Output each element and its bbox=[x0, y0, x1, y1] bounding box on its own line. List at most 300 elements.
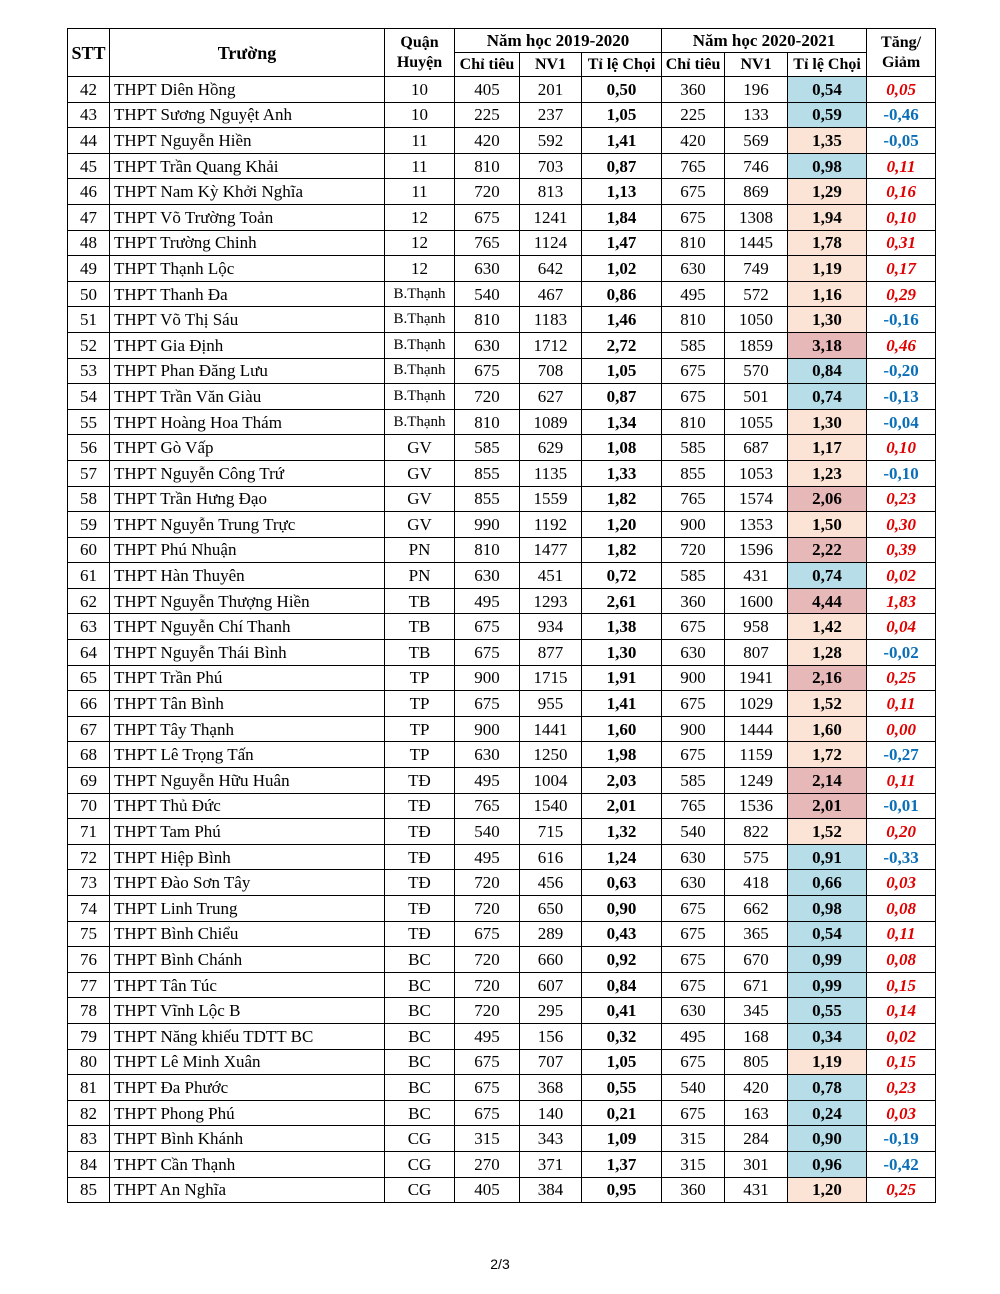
cell-quota-2020: 630 bbox=[662, 870, 725, 896]
cell-stt: 77 bbox=[68, 972, 110, 998]
cell-quota-2019: 495 bbox=[455, 588, 520, 614]
cell-stt: 45 bbox=[68, 153, 110, 179]
cell-nv1-2019: 707 bbox=[520, 1049, 582, 1075]
cell-quota-2019: 675 bbox=[455, 358, 520, 384]
cell-ratio-2019: 0,90 bbox=[582, 896, 662, 922]
cell-ratio-2020: 1,52 bbox=[788, 691, 867, 717]
cell-quota-2020: 675 bbox=[662, 614, 725, 640]
cell-ratio-2020: 4,44 bbox=[788, 588, 867, 614]
cell-stt: 56 bbox=[68, 435, 110, 461]
table-row bbox=[68, 358, 936, 384]
cell-nv1-2020: 1308 bbox=[725, 204, 788, 230]
cell-nv1-2019: 1250 bbox=[520, 742, 582, 768]
cell-quota-2020: 765 bbox=[662, 793, 725, 819]
cell-ratio-2020: 0,98 bbox=[788, 896, 867, 922]
cell-ratio-2020: 0,96 bbox=[788, 1151, 867, 1177]
cell-nv1-2020: 670 bbox=[725, 947, 788, 973]
table-row bbox=[68, 1126, 936, 1152]
cell-quota-2020: 630 bbox=[662, 998, 725, 1024]
cell-quota-2020: 675 bbox=[662, 1100, 725, 1126]
cell-stt: 51 bbox=[68, 307, 110, 333]
header-year-2020-2021: Năm học 2020-2021 bbox=[662, 29, 867, 53]
cell-district: GV bbox=[385, 460, 455, 486]
cell-quota-2019: 855 bbox=[455, 460, 520, 486]
cell-stt: 55 bbox=[68, 409, 110, 435]
cell-quota-2019: 675 bbox=[455, 1049, 520, 1075]
cell-change: 0,11 bbox=[867, 768, 936, 794]
table-body bbox=[68, 77, 936, 1203]
cell-quota-2019: 420 bbox=[455, 128, 520, 154]
cell-ratio-2019: 2,01 bbox=[582, 793, 662, 819]
cell-quota-2020: 675 bbox=[662, 947, 725, 973]
cell-ratio-2019: 1,82 bbox=[582, 537, 662, 563]
cell-district: CG bbox=[385, 1177, 455, 1203]
cell-ratio-2019: 1,24 bbox=[582, 844, 662, 870]
cell-change: -0,20 bbox=[867, 358, 936, 384]
header-ratio-2020: Tỉ lệ Chọi bbox=[788, 53, 867, 77]
cell-nv1-2019: 237 bbox=[520, 102, 582, 128]
cell-change: -0,01 bbox=[867, 793, 936, 819]
cell-change: 0,05 bbox=[867, 77, 936, 103]
cell-quota-2020: 630 bbox=[662, 844, 725, 870]
cell-change: 0,15 bbox=[867, 972, 936, 998]
page-number: 2/3 bbox=[490, 1256, 510, 1272]
cell-quota-2019: 630 bbox=[455, 256, 520, 282]
table-row bbox=[68, 1151, 936, 1177]
cell-ratio-2019: 0,50 bbox=[582, 77, 662, 103]
cell-quota-2019: 675 bbox=[455, 640, 520, 666]
cell-ratio-2020: 0,34 bbox=[788, 1023, 867, 1049]
cell-nv1-2020: 431 bbox=[725, 563, 788, 589]
cell-ratio-2020: 0,54 bbox=[788, 921, 867, 947]
table-row bbox=[68, 947, 936, 973]
cell-quota-2020: 765 bbox=[662, 486, 725, 512]
cell-school-name: THPT Trường Chinh bbox=[110, 230, 385, 256]
cell-nv1-2019: 955 bbox=[520, 691, 582, 717]
cell-ratio-2020: 1,30 bbox=[788, 307, 867, 333]
cell-quota-2019: 720 bbox=[455, 179, 520, 205]
cell-stt: 43 bbox=[68, 102, 110, 128]
cell-nv1-2020: 1536 bbox=[725, 793, 788, 819]
cell-stt: 60 bbox=[68, 537, 110, 563]
cell-district: TP bbox=[385, 665, 455, 691]
cell-nv1-2020: 958 bbox=[725, 614, 788, 640]
cell-ratio-2020: 2,01 bbox=[788, 793, 867, 819]
table-header bbox=[68, 29, 936, 77]
cell-nv1-2020: 869 bbox=[725, 179, 788, 205]
cell-school-name: THPT Gia Định bbox=[110, 332, 385, 358]
cell-change: -0,04 bbox=[867, 409, 936, 435]
cell-ratio-2019: 0,86 bbox=[582, 281, 662, 307]
cell-quota-2019: 405 bbox=[455, 1177, 520, 1203]
cell-quota-2019: 990 bbox=[455, 512, 520, 538]
cell-quota-2020: 360 bbox=[662, 1177, 725, 1203]
cell-school-name: THPT Gò Vấp bbox=[110, 435, 385, 461]
cell-ratio-2019: 1,20 bbox=[582, 512, 662, 538]
cell-quota-2020: 675 bbox=[662, 358, 725, 384]
cell-stt: 75 bbox=[68, 921, 110, 947]
cell-quota-2020: 360 bbox=[662, 77, 725, 103]
cell-school-name: THPT Thạnh Lộc bbox=[110, 256, 385, 282]
table-row bbox=[68, 819, 936, 845]
cell-school-name: THPT Tân Túc bbox=[110, 972, 385, 998]
cell-quota-2019: 405 bbox=[455, 77, 520, 103]
cell-quota-2020: 495 bbox=[662, 281, 725, 307]
cell-quota-2019: 540 bbox=[455, 819, 520, 845]
table-row bbox=[68, 1177, 936, 1203]
cell-district: GV bbox=[385, 512, 455, 538]
cell-district: TP bbox=[385, 742, 455, 768]
cell-ratio-2019: 1,41 bbox=[582, 128, 662, 154]
cell-nv1-2019: 368 bbox=[520, 1075, 582, 1101]
cell-nv1-2019: 592 bbox=[520, 128, 582, 154]
cell-nv1-2019: 295 bbox=[520, 998, 582, 1024]
cell-nv1-2019: 140 bbox=[520, 1100, 582, 1126]
cell-district: PN bbox=[385, 563, 455, 589]
cell-nv1-2020: 1159 bbox=[725, 742, 788, 768]
cell-nv1-2020: 163 bbox=[725, 1100, 788, 1126]
cell-ratio-2019: 1,02 bbox=[582, 256, 662, 282]
cell-school-name: THPT Thanh Đa bbox=[110, 281, 385, 307]
cell-school-name: THPT Nguyễn Chí Thanh bbox=[110, 614, 385, 640]
cell-district: CG bbox=[385, 1151, 455, 1177]
cell-stt: 46 bbox=[68, 179, 110, 205]
cell-quota-2019: 675 bbox=[455, 1100, 520, 1126]
cell-nv1-2020: 570 bbox=[725, 358, 788, 384]
cell-ratio-2020: 1,17 bbox=[788, 435, 867, 461]
cell-ratio-2020: 0,99 bbox=[788, 947, 867, 973]
cell-nv1-2020: 420 bbox=[725, 1075, 788, 1101]
cell-stt: 57 bbox=[68, 460, 110, 486]
cell-school-name: THPT Phong Phú bbox=[110, 1100, 385, 1126]
table-row bbox=[68, 716, 936, 742]
cell-district: TĐ bbox=[385, 921, 455, 947]
cell-nv1-2019: 343 bbox=[520, 1126, 582, 1152]
cell-ratio-2019: 2,61 bbox=[582, 588, 662, 614]
cell-school-name: THPT Bình Chánh bbox=[110, 947, 385, 973]
cell-ratio-2020: 1,72 bbox=[788, 742, 867, 768]
cell-change: 0,10 bbox=[867, 435, 936, 461]
cell-nv1-2019: 642 bbox=[520, 256, 582, 282]
cell-ratio-2020: 0,74 bbox=[788, 384, 867, 410]
table-row bbox=[68, 384, 936, 410]
cell-change: -0,02 bbox=[867, 640, 936, 666]
cell-school-name: THPT Diên Hồng bbox=[110, 77, 385, 103]
cell-nv1-2020: 168 bbox=[725, 1023, 788, 1049]
cell-stt: 74 bbox=[68, 896, 110, 922]
cell-ratio-2020: 1,30 bbox=[788, 409, 867, 435]
cell-change: 0,08 bbox=[867, 947, 936, 973]
cell-district: GV bbox=[385, 435, 455, 461]
cell-change: 0,31 bbox=[867, 230, 936, 256]
cell-nv1-2020: 1600 bbox=[725, 588, 788, 614]
cell-nv1-2020: 284 bbox=[725, 1126, 788, 1152]
cell-quota-2019: 720 bbox=[455, 947, 520, 973]
table-row bbox=[68, 179, 936, 205]
table-row bbox=[68, 742, 936, 768]
cell-quota-2019: 720 bbox=[455, 384, 520, 410]
cell-quota-2020: 675 bbox=[662, 896, 725, 922]
cell-ratio-2019: 0,32 bbox=[582, 1023, 662, 1049]
cell-nv1-2019: 813 bbox=[520, 179, 582, 205]
cell-quota-2020: 585 bbox=[662, 563, 725, 589]
cell-district: BC bbox=[385, 972, 455, 998]
cell-school-name: THPT Tây Thạnh bbox=[110, 716, 385, 742]
cell-stt: 68 bbox=[68, 742, 110, 768]
cell-ratio-2019: 1,32 bbox=[582, 819, 662, 845]
cell-school-name: THPT Nguyễn Công Trứ bbox=[110, 460, 385, 486]
cell-nv1-2019: 703 bbox=[520, 153, 582, 179]
cell-nv1-2020: 1029 bbox=[725, 691, 788, 717]
cell-ratio-2019: 0,63 bbox=[582, 870, 662, 896]
table-row bbox=[68, 1049, 936, 1075]
cell-ratio-2019: 0,21 bbox=[582, 1100, 662, 1126]
cell-quota-2020: 630 bbox=[662, 256, 725, 282]
cell-stt: 42 bbox=[68, 77, 110, 103]
cell-nv1-2020: 1444 bbox=[725, 716, 788, 742]
cell-nv1-2019: 1004 bbox=[520, 768, 582, 794]
header-stt: STT bbox=[68, 29, 110, 77]
cell-quota-2020: 810 bbox=[662, 230, 725, 256]
table-row bbox=[68, 793, 936, 819]
cell-quota-2019: 855 bbox=[455, 486, 520, 512]
cell-ratio-2019: 2,03 bbox=[582, 768, 662, 794]
cell-quota-2020: 540 bbox=[662, 1075, 725, 1101]
cell-ratio-2020: 0,59 bbox=[788, 102, 867, 128]
cell-change: 0,11 bbox=[867, 921, 936, 947]
cell-ratio-2020: 0,78 bbox=[788, 1075, 867, 1101]
cell-school-name: THPT Đào Sơn Tây bbox=[110, 870, 385, 896]
cell-quota-2020: 360 bbox=[662, 588, 725, 614]
cell-stt: 64 bbox=[68, 640, 110, 666]
cell-school-name: THPT An Nghĩa bbox=[110, 1177, 385, 1203]
cell-ratio-2020: 1,20 bbox=[788, 1177, 867, 1203]
table-row bbox=[68, 332, 936, 358]
cell-stt: 50 bbox=[68, 281, 110, 307]
cell-ratio-2020: 0,84 bbox=[788, 358, 867, 384]
cell-quota-2019: 630 bbox=[455, 563, 520, 589]
cell-stt: 69 bbox=[68, 768, 110, 794]
cell-ratio-2019: 0,72 bbox=[582, 563, 662, 589]
cell-nv1-2019: 1540 bbox=[520, 793, 582, 819]
cell-district: TĐ bbox=[385, 870, 455, 896]
table-row bbox=[68, 512, 936, 538]
cell-district: BC bbox=[385, 1100, 455, 1126]
cell-quota-2019: 675 bbox=[455, 921, 520, 947]
cell-nv1-2020: 749 bbox=[725, 256, 788, 282]
cell-change: 0,10 bbox=[867, 204, 936, 230]
cell-district: TB bbox=[385, 614, 455, 640]
cell-ratio-2019: 1,30 bbox=[582, 640, 662, 666]
cell-stt: 65 bbox=[68, 665, 110, 691]
cell-school-name: THPT Trần Phú bbox=[110, 665, 385, 691]
cell-school-name: THPT Linh Trung bbox=[110, 896, 385, 922]
cell-district: TĐ bbox=[385, 844, 455, 870]
cell-nv1-2020: 1859 bbox=[725, 332, 788, 358]
cell-change: 0,25 bbox=[867, 1177, 936, 1203]
table-row bbox=[68, 153, 936, 179]
cell-nv1-2019: 616 bbox=[520, 844, 582, 870]
cell-ratio-2019: 0,55 bbox=[582, 1075, 662, 1101]
cell-district: CG bbox=[385, 1126, 455, 1152]
header-change bbox=[867, 29, 936, 77]
table-row bbox=[68, 665, 936, 691]
cell-nv1-2020: 196 bbox=[725, 77, 788, 103]
table-row bbox=[68, 77, 936, 103]
cell-nv1-2020: 365 bbox=[725, 921, 788, 947]
cell-ratio-2020: 1,42 bbox=[788, 614, 867, 640]
header-quota-2019: Chỉ tiêu bbox=[455, 53, 520, 77]
cell-district: TB bbox=[385, 588, 455, 614]
cell-school-name: THPT Tam Phú bbox=[110, 819, 385, 845]
cell-ratio-2020: 1,28 bbox=[788, 640, 867, 666]
cell-quota-2020: 675 bbox=[662, 972, 725, 998]
cell-quota-2019: 765 bbox=[455, 793, 520, 819]
cell-ratio-2019: 0,41 bbox=[582, 998, 662, 1024]
cell-quota-2019: 810 bbox=[455, 409, 520, 435]
cell-quota-2020: 675 bbox=[662, 742, 725, 768]
cell-district: 11 bbox=[385, 128, 455, 154]
cell-stt: 67 bbox=[68, 716, 110, 742]
cell-district: 12 bbox=[385, 230, 455, 256]
table-row bbox=[68, 128, 936, 154]
cell-change: 0,14 bbox=[867, 998, 936, 1024]
cell-district: TĐ bbox=[385, 819, 455, 845]
cell-stt: 73 bbox=[68, 870, 110, 896]
cell-quota-2019: 675 bbox=[455, 614, 520, 640]
cell-quota-2019: 900 bbox=[455, 665, 520, 691]
cell-change: 0,25 bbox=[867, 665, 936, 691]
cell-quota-2019: 495 bbox=[455, 844, 520, 870]
cell-nv1-2019: 934 bbox=[520, 614, 582, 640]
cell-quota-2019: 765 bbox=[455, 230, 520, 256]
cell-ratio-2019: 0,43 bbox=[582, 921, 662, 947]
cell-quota-2020: 855 bbox=[662, 460, 725, 486]
cell-ratio-2020: 1,94 bbox=[788, 204, 867, 230]
header-quota-2020: Chỉ tiêu bbox=[662, 53, 725, 77]
cell-quota-2020: 810 bbox=[662, 409, 725, 435]
cell-quota-2020: 900 bbox=[662, 665, 725, 691]
cell-nv1-2020: 431 bbox=[725, 1177, 788, 1203]
cell-stt: 82 bbox=[68, 1100, 110, 1126]
cell-change: 0,23 bbox=[867, 486, 936, 512]
cell-ratio-2019: 1,08 bbox=[582, 435, 662, 461]
cell-quota-2019: 495 bbox=[455, 1023, 520, 1049]
cell-ratio-2020: 1,78 bbox=[788, 230, 867, 256]
cell-nv1-2019: 289 bbox=[520, 921, 582, 947]
cell-nv1-2019: 708 bbox=[520, 358, 582, 384]
cell-change: 0,08 bbox=[867, 896, 936, 922]
cell-stt: 48 bbox=[68, 230, 110, 256]
cell-nv1-2020: 687 bbox=[725, 435, 788, 461]
cell-school-name: THPT Vĩnh Lộc B bbox=[110, 998, 385, 1024]
cell-nv1-2020: 1055 bbox=[725, 409, 788, 435]
cell-stt: 85 bbox=[68, 1177, 110, 1203]
cell-nv1-2020: 1596 bbox=[725, 537, 788, 563]
cell-nv1-2020: 822 bbox=[725, 819, 788, 845]
cell-quota-2019: 270 bbox=[455, 1151, 520, 1177]
cell-school-name: THPT Lê Minh Xuân bbox=[110, 1049, 385, 1075]
cell-nv1-2020: 1353 bbox=[725, 512, 788, 538]
cell-district: BC bbox=[385, 1075, 455, 1101]
cell-change: 0,23 bbox=[867, 1075, 936, 1101]
cell-nv1-2019: 1441 bbox=[520, 716, 582, 742]
cell-quota-2020: 675 bbox=[662, 204, 725, 230]
table-row bbox=[68, 409, 936, 435]
table-row bbox=[68, 204, 936, 230]
cell-nv1-2020: 807 bbox=[725, 640, 788, 666]
cell-school-name: THPT Hiệp Bình bbox=[110, 844, 385, 870]
cell-district: B.Thạnh bbox=[385, 281, 455, 307]
cell-quota-2019: 900 bbox=[455, 716, 520, 742]
cell-change: 0,39 bbox=[867, 537, 936, 563]
cell-nv1-2020: 133 bbox=[725, 102, 788, 128]
cell-school-name: THPT Sương Nguyệt Anh bbox=[110, 102, 385, 128]
cell-ratio-2019: 1,46 bbox=[582, 307, 662, 333]
cell-district: BC bbox=[385, 998, 455, 1024]
cell-change: 0,04 bbox=[867, 614, 936, 640]
header-nv1-2019: NV1 bbox=[520, 53, 582, 77]
cell-district: 10 bbox=[385, 77, 455, 103]
cell-school-name: THPT Năng khiếu TDTT BC bbox=[110, 1023, 385, 1049]
cell-nv1-2020: 746 bbox=[725, 153, 788, 179]
cell-stt: 61 bbox=[68, 563, 110, 589]
cell-nv1-2019: 1477 bbox=[520, 537, 582, 563]
table-row bbox=[68, 460, 936, 486]
cell-nv1-2019: 1183 bbox=[520, 307, 582, 333]
table-row bbox=[68, 972, 936, 998]
cell-change: -0,42 bbox=[867, 1151, 936, 1177]
cell-change: 0,30 bbox=[867, 512, 936, 538]
cell-district: B.Thạnh bbox=[385, 384, 455, 410]
cell-district: B.Thạnh bbox=[385, 332, 455, 358]
cell-quota-2020: 675 bbox=[662, 691, 725, 717]
table-row bbox=[68, 256, 936, 282]
cell-ratio-2019: 1,82 bbox=[582, 486, 662, 512]
cell-district: TP bbox=[385, 691, 455, 717]
header-school: Trường bbox=[110, 29, 385, 77]
cell-stt: 59 bbox=[68, 512, 110, 538]
cell-nv1-2020: 1574 bbox=[725, 486, 788, 512]
table-row bbox=[68, 537, 936, 563]
cell-nv1-2019: 201 bbox=[520, 77, 582, 103]
cell-district: 10 bbox=[385, 102, 455, 128]
cell-ratio-2019: 1,98 bbox=[582, 742, 662, 768]
cell-ratio-2020: 1,29 bbox=[788, 179, 867, 205]
cell-nv1-2019: 715 bbox=[520, 819, 582, 845]
cell-ratio-2019: 1,09 bbox=[582, 1126, 662, 1152]
cell-ratio-2020: 0,55 bbox=[788, 998, 867, 1024]
cell-school-name: THPT Nguyễn Thái Bình bbox=[110, 640, 385, 666]
table-row bbox=[68, 486, 936, 512]
table-row bbox=[68, 640, 936, 666]
cell-stt: 76 bbox=[68, 947, 110, 973]
cell-stt: 54 bbox=[68, 384, 110, 410]
cell-nv1-2020: 569 bbox=[725, 128, 788, 154]
cell-ratio-2020: 2,16 bbox=[788, 665, 867, 691]
cell-district: BC bbox=[385, 1023, 455, 1049]
cell-change: 0,03 bbox=[867, 1100, 936, 1126]
cell-stt: 72 bbox=[68, 844, 110, 870]
cell-quota-2019: 585 bbox=[455, 435, 520, 461]
cell-ratio-2020: 1,16 bbox=[788, 281, 867, 307]
cell-ratio-2020: 1,60 bbox=[788, 716, 867, 742]
header-district-line2: Huyện bbox=[396, 53, 443, 71]
cell-ratio-2019: 1,33 bbox=[582, 460, 662, 486]
cell-ratio-2020: 0,24 bbox=[788, 1100, 867, 1126]
cell-ratio-2019: 1,05 bbox=[582, 358, 662, 384]
header-change-line2: Giảm bbox=[881, 53, 921, 71]
